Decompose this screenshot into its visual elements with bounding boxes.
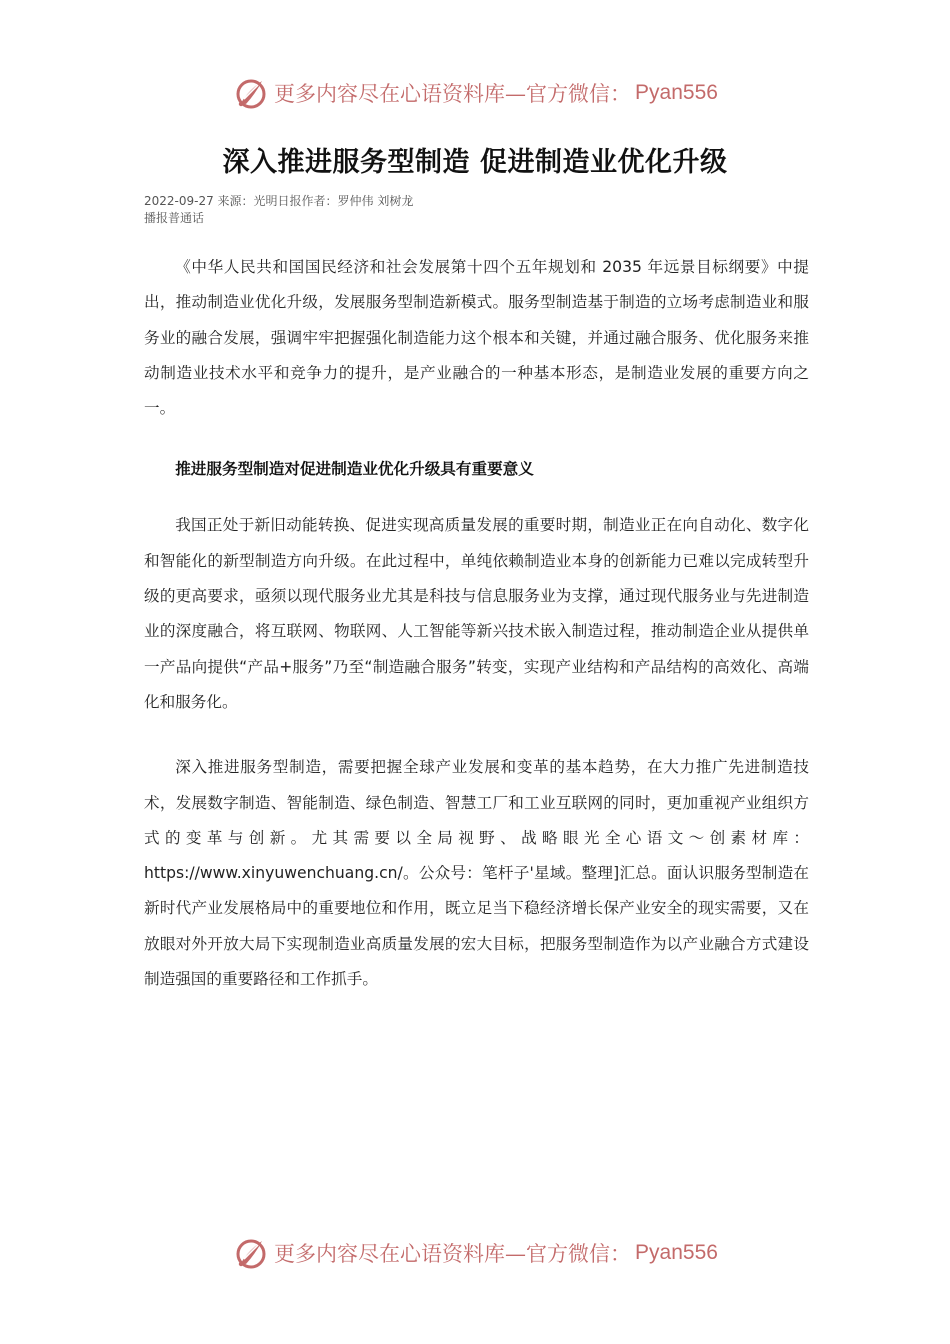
article-body	[144, 250, 809, 1027]
ink-brush-logo-icon	[232, 73, 272, 113]
paragraph-2: 我国正处于新旧动能转换、促进实现高质量发展的重要时期，制造业正在向自动化、数字化和智能化的新型制造方向升级。在此过程中，单纯依赖制造业本身的创新能力已难以完成转型升级的更高要求，亟须以现代服务业尤其是科技与信息服务业为支撑，通过现代服务业与先进制造业的深度融合，将互联网、物联网、人工智能等新兴技术嵌入制造过程，推动制造企业从提供单一产品向提供“产品+服务”乃至“制造融合服务”转变，实现产业结构和产品结构的高效化、高端化和服务化。	[144, 516, 809, 711]
paragraph-3: 深入推进服务型制造，需要把握全球产业发展和变革的基本趋势，在大力推广先进制造技术，发展数字制造、智能制造、绿色制造、智慧工厂和工业互联网的同时，更加重视产业组织方式的变革与创新。尤其需要以全局视野、战略眼光全心语文～创素材库：https://www.xinyuwenchuang.cn/。公众号：笔杆子'星域。整理]汇总。面认识服务型制造在新时代产业发展格局中的重要地位和作用，既立足当下稳经济增长保产业安全的现实需要，又在放眼对外开放大局下实现制造业高质量发展的宏大目标，把服务型制造作为以产业融合方式建设制造强国的重要路径和工作抓手。	[144, 758, 809, 989]
ink-brush-logo-icon	[232, 1233, 272, 1273]
paragraph-1: 《中华人民共和国国民经济和社会发展第十四个五年规划和 2035 年远景目标纲要》中提出，推动制造业优化升级，发展服务型制造新模式。服务型制造基于制造的立场考虑制造业和服务业的融合发展，强调牢牢把握强化制造能力这个根本和关键，并通过融合服务、优化服务来推动制造业技术水平和竞争力的提升，是产业融合的一种基本形态，是制造业发展的重要方向之一。	[144, 258, 809, 418]
watermark-wechat-id: Pyan556	[635, 81, 718, 104]
watermark-text: 更多内容尽在心语资料库—官方微信：	[274, 1242, 632, 1266]
article-meta	[144, 193, 413, 227]
article-meta-line: 2022-09-27 来源：光明日报作者：罗仲伟 刘树龙	[144, 194, 414, 208]
section-heading: 推进服务型制造对促进制造业优化升级具有重要意义	[175, 460, 534, 479]
article-title: 深入推进服务型制造 促进制造业优化升级	[222, 147, 728, 178]
header-watermark	[0, 71, 950, 115]
watermark-text: 更多内容尽在心语资料库—官方微信：	[274, 82, 632, 106]
footer-watermark	[0, 1231, 950, 1275]
watermark-wechat-id: Pyan556	[635, 1241, 718, 1264]
article-meta-sub: 播报普通话	[144, 211, 205, 225]
